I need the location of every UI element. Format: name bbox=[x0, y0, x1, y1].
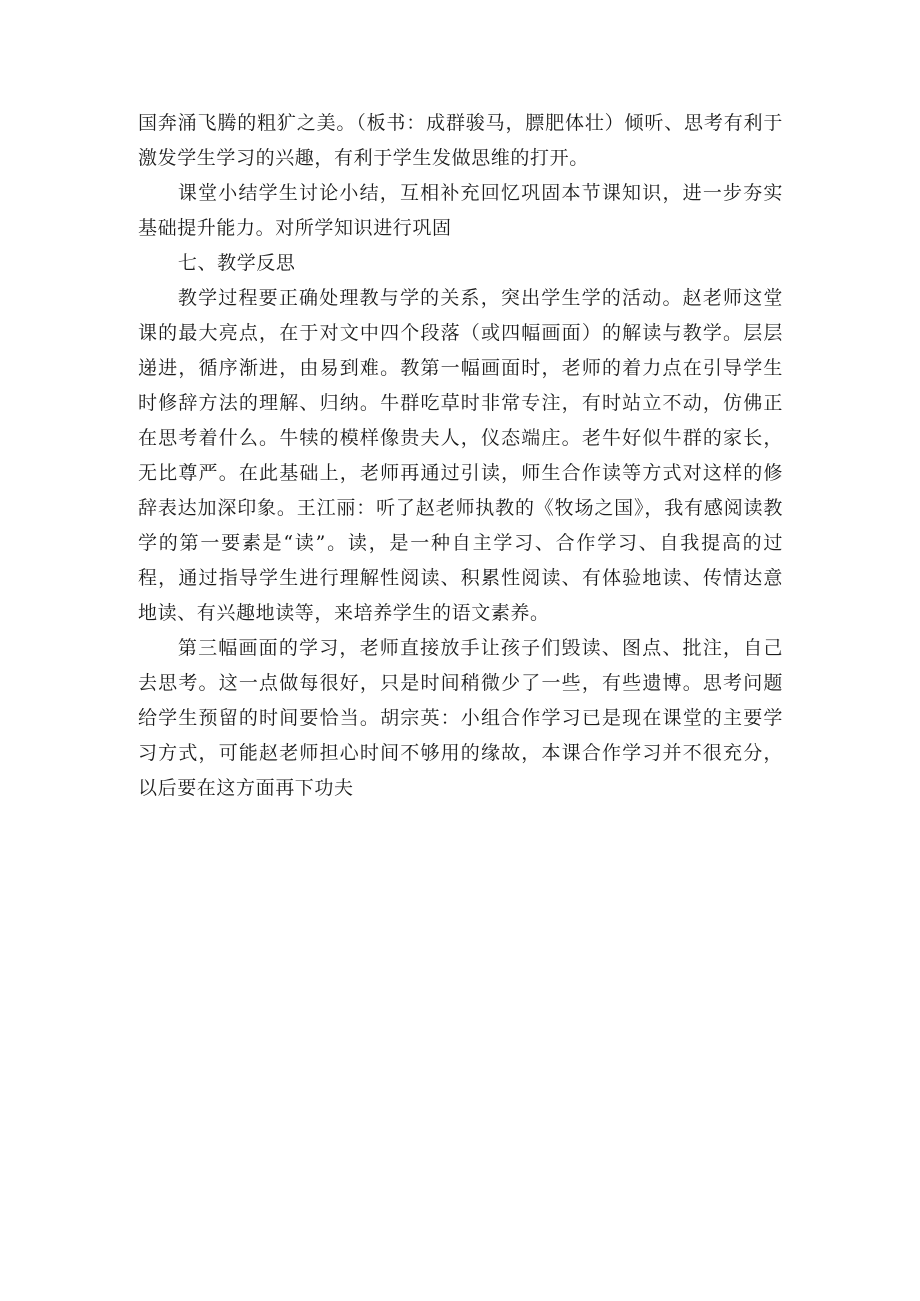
continued-paragraph: 国奔涌飞腾的粗犷之美。（板书：成群骏马，膘肥体壮）倾听、思考有利于激发学生学习的兴趣，有利于学生发做思维的打开。 bbox=[138, 112, 783, 169]
class-summary-paragraph: 课堂小结学生讨论小结，互相补充回忆巩固本节课知识，进一步夯实基础提升能力。对所学知识进行巩固 bbox=[138, 182, 783, 239]
section-heading: 七、教学反思 bbox=[177, 252, 296, 274]
reflection-paragraph-2: 第三幅画面的学习，老师直接放手让孩子们毁读、图点、批注，自己去思考。这一点做每很好，只是时间稍微少了一些，有些遗博。思考问题给学生预留的时间要恰当。胡宗英：小组合作学习已是现在课堂的主要学习方式，可能赵老师担心时间不够用的缘故，本课合作学习并不很充分，以后要在这方面再下功夫 bbox=[138, 637, 783, 799]
reflection-paragraph-1: 教学过程要正确处理教与学的关系，突出学生学的活动。赵老师这堂课的最大亮点，在于对文中四个段落（或四幅画面）的解读与教学。层层递进，循序渐进，由易到难。教第一幅画面时，老师的着力点在引导学生时修辞方法的理解、归纳。牛群吃草时非常专注，有时站立不动，仿佛正在思考着什么。牛犊的模样像贵夫人，仪态端庄。老牛好似牛群的家长，无比尊严。在此基础上，老师再通过引读，师生合作读等方式对这样的修辞表达加深印象。王江丽：听了赵老师执教的《牧场之国》，我有感阅读教学的第一要素是“读”。读，是一种自主学习、合作学习、自我提高的过程，通过指导学生进行理解性阅读、积累性阅读、有体验地读、传情达意地读、有兴趣地读等，来培养学生的语文素养。 bbox=[138, 287, 783, 624]
document-body bbox=[138, 106, 783, 806]
